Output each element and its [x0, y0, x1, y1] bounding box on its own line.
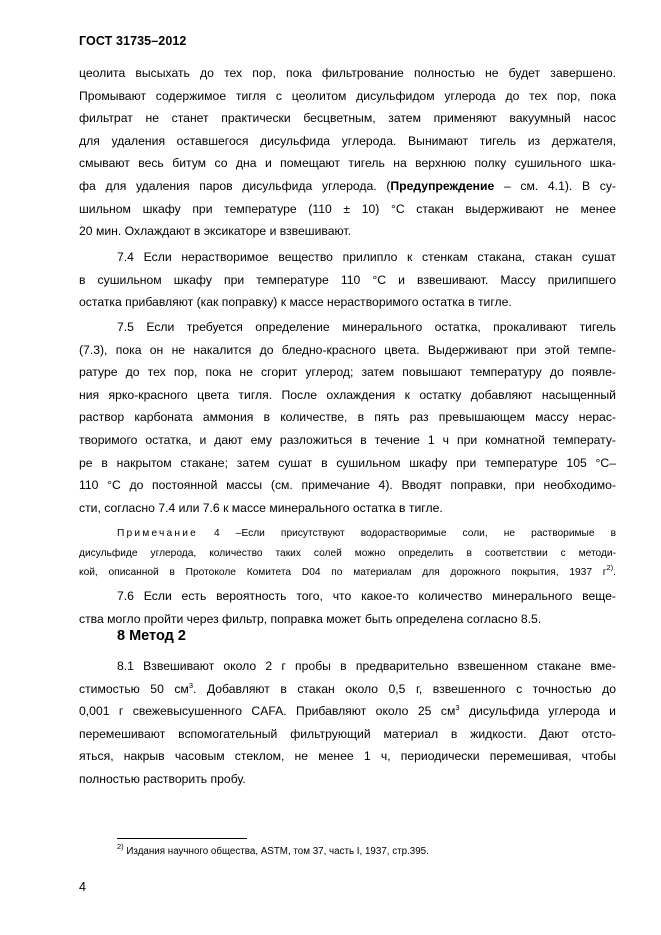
text-line: 7.6 Если есть вероятность того, что какое-то количество минерального веще-: [117, 589, 616, 603]
text-line: 7.5 Если требуется определение минерального остатка, прокаливают тигель: [117, 320, 616, 334]
text-line: Промывают содержимое тигля с цеолитом дисульфидом углерода до тех пор, пока: [79, 88, 616, 103]
footnote-divider: [117, 838, 247, 839]
paragraph-7-6: [79, 585, 616, 630]
paragraph-continuation: [79, 62, 616, 243]
note-line: дисульфиде углерода, количество таких солей можно определить в соответствии с методи-: [79, 547, 616, 559]
text-line: 0,001 г свежевысушенного CAFA. Прибавляют около 25 $см^3$ дисульфида углерода и: [79, 703, 616, 719]
text-line: полностью растворить пробу.: [79, 771, 246, 786]
text-line: ства могло пройти через фильтр, поправка может быть определена согласно 8.5.: [79, 611, 542, 626]
page-number: 4: [79, 880, 86, 894]
text-line: ре в накрытом стакане; затем сушат в сушильном шкафу при температуре 105 °С–: [79, 455, 616, 470]
text-line: 8.1 Взвешивают около 2 г пробы в предварительно взвешенном стакане вме-: [117, 659, 616, 673]
note-line: Примечание 4 –Если присутствуют водорастворимые соли, не растворимые в: [117, 528, 616, 539]
text-line: смывают весь битум со дна и помещают тигель на верхнюю полку сушильного шка-: [79, 156, 616, 171]
text-line: фильтрат не станет практически бесцветным, затем применяют вакуумный насос: [79, 111, 616, 126]
text-line-warning: фа для удаления паров дисульфида углерода. (Предупреждение – см. 4.1). В су-: [79, 178, 616, 193]
text-line: 110 °С до постоянной массы (см. примечание 4). Вводят поправки, при необходимо-: [79, 478, 616, 493]
text-line: цеолита высыхать до тех пор, пока фильтрование полностью не будет завершено.: [79, 66, 616, 80]
paragraph-7-5: [79, 316, 616, 519]
paragraph-8-1: [79, 655, 616, 791]
text-line: остатка прибавляют (как поправку) к массе нерастворимого остатка в тигле.: [79, 295, 512, 310]
note-label: Примечание: [117, 528, 198, 539]
paragraph-7-4: [79, 246, 616, 314]
footnote: $^{2)}$ Издания научного общества, ASTM, том 37, часть I, 1937, стр.395.: [117, 842, 429, 857]
text-line: сти, согласно 7.4 или 7.6 к массе минерального остатка в тигле.: [79, 500, 443, 515]
text-line: ратуре до тех пор, пока не сгорит углерод; затем повышают температуру до появле-: [79, 365, 616, 380]
note-line: кой, описанной в Протоколе Комитета D04 по материалам для дорожного покрытия, 1937 $г^{2)}$.: [79, 563, 616, 578]
note-4: [79, 524, 616, 583]
text-line: творимого остатка, и дают ему разложиться в течение 1 ч при комнатной температу-: [79, 432, 616, 447]
text-line: яться, накрыв часовым стеклом, не менее 1 ч, периодически перемешивая, чтобы: [79, 749, 616, 764]
text-line: перемешивают вспомогательный фильтрующий материал в жидкости. Дают отсто-: [79, 726, 616, 741]
text-line: стимостью 50 $см^3$. Добавляют в стакан около 0,5 г, взвешенного с точностью до: [79, 680, 617, 696]
warning-label: Предупреждение: [390, 178, 495, 193]
text-line: в сушильном шкафу при температуре 110 °С и взвешивают. Массу прилипшего: [79, 272, 616, 287]
text-line: 20 мин. Охлаждают в эксикаторе и взвешивают.: [79, 224, 351, 239]
text-line: 7.4 Если нерастворимое вещество прилипло к стенкам стакана, стакан сушат: [117, 250, 616, 264]
footnote-ref: 2): [606, 563, 614, 572]
footnote-marker: 2): [117, 842, 124, 851]
text-line: ния ярко-красного цвета тигля. После охлаждения к остатку добавляют насыщенный: [79, 387, 616, 402]
section-heading: 8 Метод 2: [117, 628, 186, 644]
text-line: раствор карбоната аммония в количестве, в пять раз превышающем массу нерас-: [79, 410, 616, 425]
text-line: для удаления оставшегося дисульфида углерода. Вынимают тигель из держателя,: [79, 133, 616, 148]
text-line: шильном шкафу при температуре (110 ± 10) °С стакан выдерживают не менее: [79, 201, 616, 216]
text-line: (7.3), пока он не накалится до бледно-красного цвета. Выдерживают при этой темпе-: [79, 342, 616, 357]
document-header: ГОСТ 31735–2012: [79, 34, 187, 48]
